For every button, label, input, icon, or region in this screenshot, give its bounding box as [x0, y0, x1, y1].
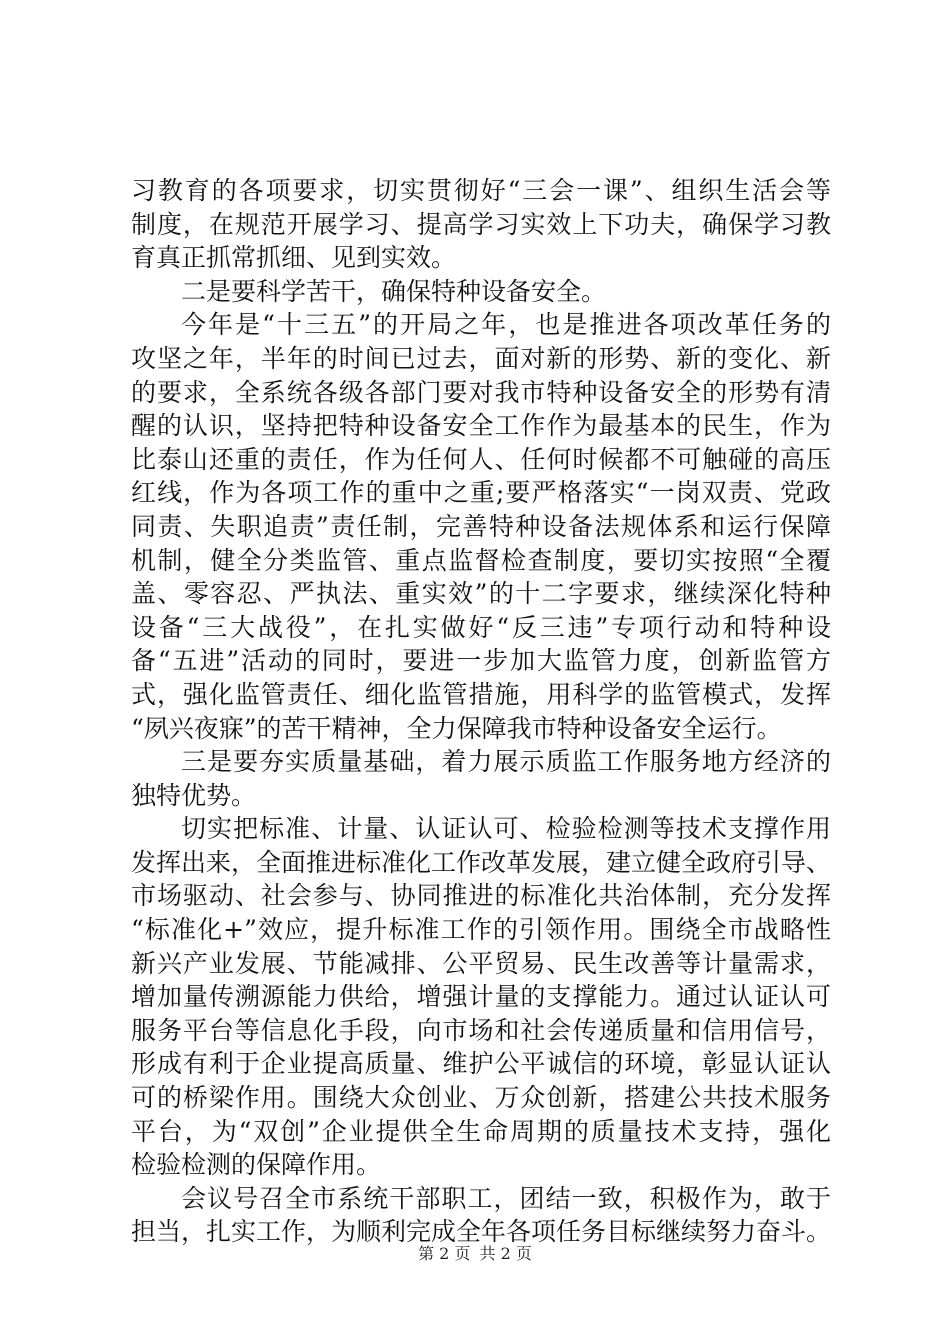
- text-line: 设备“三大战役”，在扎实做好“反三违”专项行动和特种设: [131, 612, 831, 642]
- text-line: 检验检测的保障作用。: [131, 1150, 382, 1180]
- text-line: 机制，健全分类监管、重点监督检查制度，要切实按照“全覆: [131, 545, 831, 575]
- page-number: 第 2 页: [418, 1244, 471, 1263]
- text-line: 发挥出来，全面推进标准化工作改革发展，建立健全政府引导、: [131, 847, 832, 877]
- text-line: 切实把标准、计量、认证认可、检验检测等技术支撑作用: [181, 814, 831, 844]
- text-line: 备“五进”活动的同时，要进一步加大监管力度，创新监管方: [131, 646, 831, 676]
- text-line: 同责、失职追责”责任制，完善特种设备法规体系和运行保障: [131, 511, 831, 541]
- text-line: 盖、零容忍、严执法、重实效”的十二字要求，继续深化特种: [131, 579, 831, 609]
- text-line: 担当，扎实工作，为顺利完成全年各项任务目标继续努力奋斗。: [131, 1217, 832, 1247]
- text-line: “标准化+”效应，提升标准工作的引领作用。围绕全市战略性: [131, 915, 831, 945]
- text-line: 市场驱动、社会参与、协同推进的标准化共治体制，充分发挥: [131, 881, 831, 911]
- text-line: 服务平台等信息化手段，向市场和社会传递质量和信用信号，: [131, 1015, 831, 1045]
- text-line: 二是要科学苦干，确保特种设备安全。: [181, 276, 607, 306]
- page-total: 共 2 页: [479, 1244, 532, 1263]
- text-line: 独特优势。: [131, 780, 257, 810]
- text-line: 红线，作为各项工作的重中之重;要严格落实“一岗双责、党政: [131, 478, 831, 508]
- text-line: 攻坚之年，半年的时间已过去，面对新的形势、新的变化、新: [131, 343, 831, 373]
- text-line: 育真正抓常抓细、见到实效。: [131, 243, 457, 273]
- text-line: 会议号召全市系统干部职工，团结一致，积极作为，敢于: [181, 1183, 831, 1213]
- text-line: 形成有利于企业提高质量、维护公平诚信的环境，彰显认证认: [131, 1049, 831, 1079]
- document-body: [131, 174, 831, 1249]
- text-line: 新兴产业发展、节能减排、公平贸易、民生改善等计量需求，: [131, 948, 831, 978]
- text-line: “夙兴夜寐”的苦干精神，全力保障我市特种设备安全运行。: [131, 713, 782, 743]
- text-line: 习教育的各项要求，切实贯彻好“三会一课”、组织生活会等: [131, 176, 831, 205]
- text-line: 醒的认识，坚持把特种设备安全工作作为最基本的民生，作为: [131, 411, 831, 441]
- text-line: 增加量传溯源能力供给，增强计量的支撑能力。通过认证认可: [131, 982, 831, 1012]
- text-line: 式，强化监管责任、细化监管措施，用科学的监管模式，发挥: [131, 679, 831, 709]
- text-line: 比泰山还重的责任，作为任何人、任何时候都不可触碰的高压: [131, 444, 831, 474]
- text-line: 可的桥梁作用。围绕大众创业、万众创新，搭建公共技术服务: [131, 1083, 831, 1113]
- page-footer: [0, 1244, 950, 1264]
- text-line: 三是要夯实质量基础，着力展示质监工作服务地方经济的: [181, 747, 831, 777]
- text-line: 今年是“十三五”的开局之年，也是推进各项改革任务的: [181, 310, 831, 340]
- text-line: 制度，在规范开展学习、提高学习实效上下功夫，确保学习教: [131, 209, 831, 239]
- text-line: 平台，为“双创”企业提供全生命周期的质量技术支持，强化: [131, 1116, 831, 1146]
- text-line: 的要求，全系统各级各部门要对我市特种设备安全的形势有清: [131, 377, 831, 407]
